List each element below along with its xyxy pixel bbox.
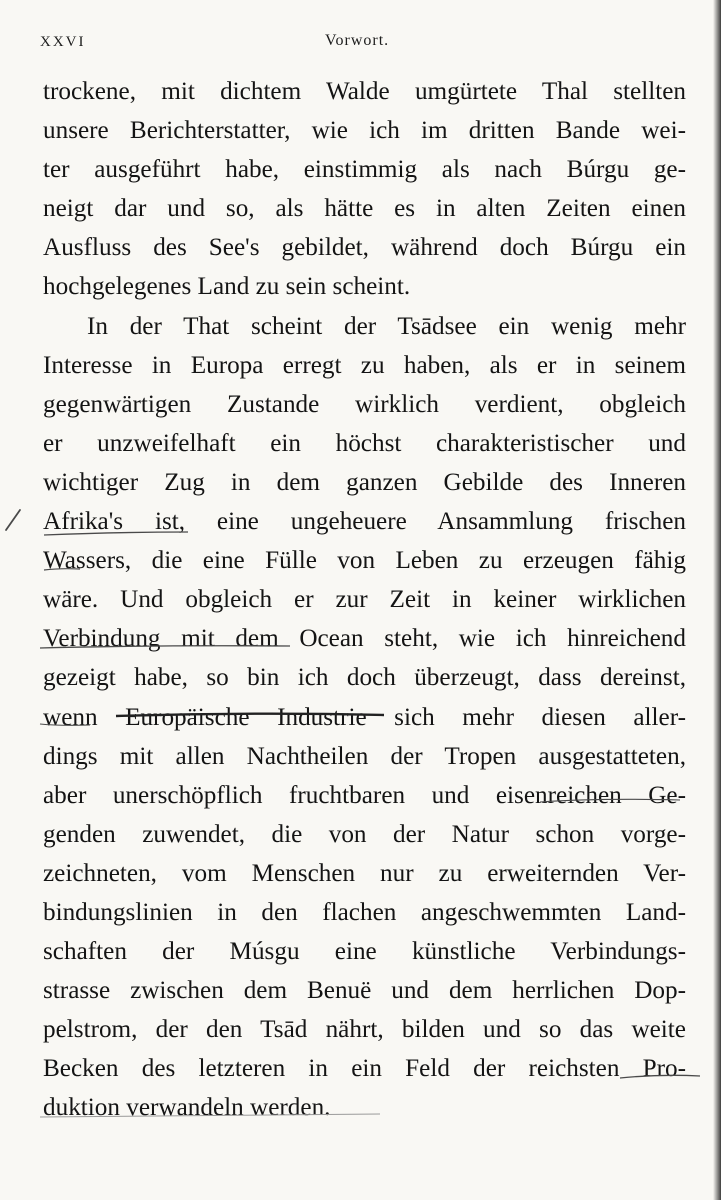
text-line: unsere Berichterstatter, wie ich im dritten Bande wei- [43, 117, 686, 145]
text-line: gezeigt habe, so bin ich doch überzeugt, dass dereinst, [43, 664, 686, 692]
text-line: In der That scheint der Tsādsee ein wenig mehr [87, 312, 686, 340]
text-line: neigt dar und so, als hätte es in alten Zeiten einen [43, 195, 686, 223]
text-line: Becken des letzteren in ein Feld der reichsten Pro- [43, 1055, 686, 1083]
text-line: wäre. Und obgleich er zur Zeit in keiner wirklichen [43, 586, 686, 614]
text-line: trockene, mit dichtem Walde umgürtete Thal stellten [43, 78, 686, 105]
running-head: Vorwort. [325, 32, 390, 49]
page-number: XXVI [40, 34, 86, 50]
text-line: bindungslinien in den flachen angeschwemmten Land- [43, 898, 686, 926]
text-line: pelstrom, der den Tsād nährt, bilden und so das weite [43, 1016, 686, 1044]
text-line: schaften der Músgu eine künstliche Verbindungs- [43, 938, 686, 966]
text-line: Ausfluss des See's gebildet, während doch Búrgu ein [43, 234, 686, 262]
text-line: Interesse in Europa erregt zu haben, als er in seinem [43, 351, 686, 379]
text-line: wenn Europäische Industrie sich mehr diesen aller- [43, 703, 686, 731]
text-line: Verbindung mit dem Ocean steht, wie ich hinreichend [43, 625, 686, 653]
margin-check-mark [6, 510, 20, 530]
text-line: gegenwärtigen Zustande wirklich verdient, obgleich [43, 390, 686, 418]
text-line: er unzweifelhaft ein höchst charakteristischer und [43, 429, 686, 457]
text-line: dings mit allen Nachtheilen der Tropen ausgestatteten, [43, 742, 686, 770]
text-line: Wassers, die eine Fülle von Leben zu erzeugen fähig [43, 547, 686, 575]
body-text [43, 72, 686, 1128]
text-line: duktion verwandeln werden. [43, 1094, 331, 1122]
text-line: genden zuwendet, die von der Natur schon vorge- [43, 820, 686, 848]
text-line: zeichneten, vom Menschen nur zu erweiternden Ver- [43, 859, 686, 887]
text-line: strasse zwischen dem Benuë und dem herrlichen Dop- [43, 977, 686, 1005]
text-line: wichtiger Zug in dem ganzen Gebilde des Inneren [43, 468, 686, 496]
scan-edge-shadow [713, 0, 721, 1200]
page-header [0, 34, 721, 58]
text-line: hochgelegenes Land zu sein scheint. [43, 273, 411, 301]
text-line: Afrika's ist, eine ungeheuere Ansammlung frischen [43, 508, 686, 536]
text-line: aber unerschöpflich fruchtbaren und eisenreichen Ge- [43, 781, 686, 809]
text-line: ter ausgeführt habe, einstimmig als nach Búrgu ge- [43, 156, 686, 184]
